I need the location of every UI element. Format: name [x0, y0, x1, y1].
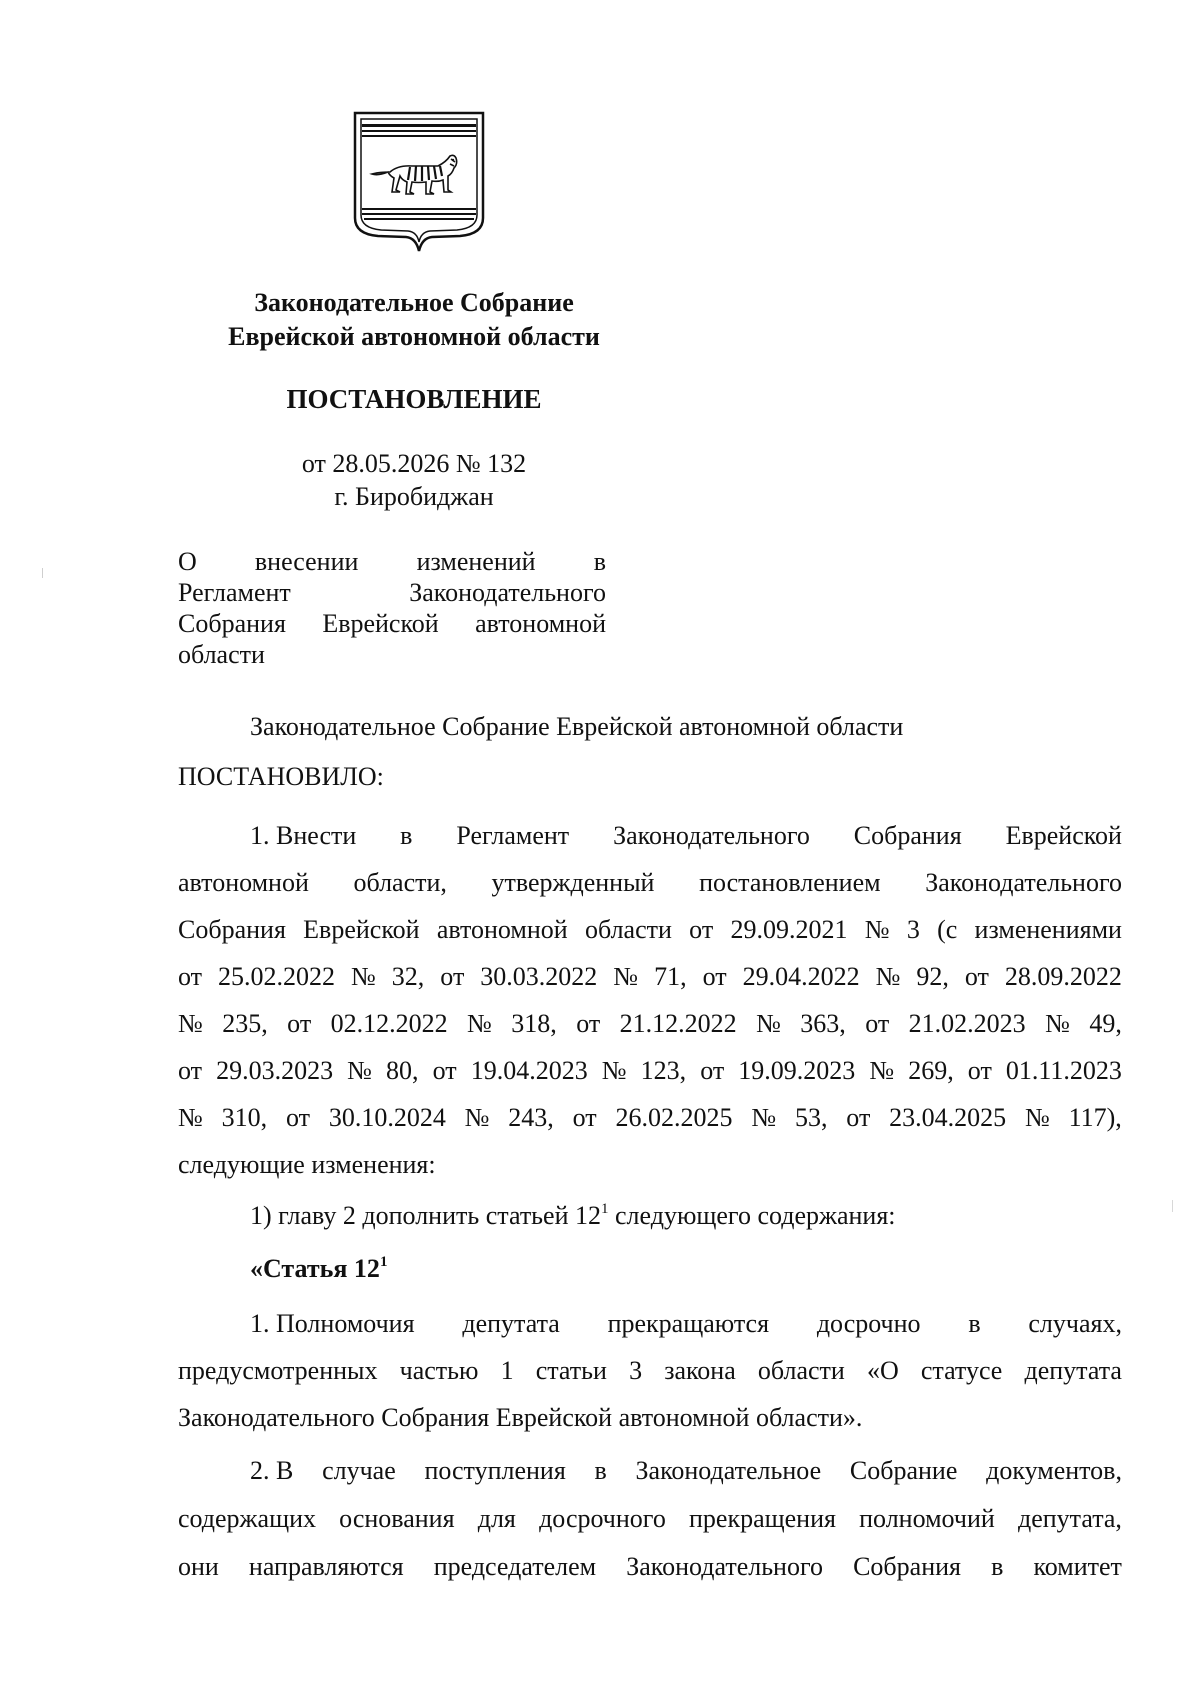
- word: 310,: [221, 1103, 268, 1132]
- coat-of-arms-emblem: [352, 110, 486, 254]
- issuer-line-2: Еврейской автономной области: [228, 322, 600, 351]
- text-line: [178, 1495, 1122, 1543]
- scan-mark: [42, 568, 43, 578]
- word: 49,: [1089, 1009, 1122, 1038]
- word: автономной: [178, 868, 309, 897]
- word: в: [968, 1309, 981, 1338]
- word: №: [756, 1009, 781, 1038]
- word: 29.04.2022: [742, 962, 860, 991]
- word: области: [584, 915, 672, 944]
- word: направляются: [248, 1552, 404, 1581]
- sub-item-text: следующего содержания:: [608, 1201, 896, 1230]
- word: №: [875, 962, 901, 991]
- word: статусе: [920, 1356, 1003, 1385]
- item-1-paragraph: [178, 812, 1122, 1188]
- scan-mark: [1172, 1200, 1173, 1212]
- text-line: [178, 1094, 1122, 1141]
- word: в: [594, 1456, 607, 1485]
- word: 53,: [794, 1103, 828, 1132]
- word: 32,: [391, 962, 425, 991]
- word: комитет: [1033, 1552, 1122, 1581]
- word: 19.04.2023: [470, 1056, 588, 1085]
- word: они: [178, 1552, 219, 1581]
- word: депутата,: [1017, 1504, 1122, 1533]
- subject-word: в: [593, 547, 606, 576]
- word: от: [432, 1056, 457, 1085]
- word: от: [178, 962, 203, 991]
- word: от: [865, 1009, 890, 1038]
- subject-line: [178, 577, 606, 608]
- word: частью: [399, 1356, 479, 1385]
- word: статьи: [535, 1356, 607, 1385]
- text-line: следующие изменения:: [178, 1150, 436, 1179]
- word: 26.02.2025: [615, 1103, 733, 1132]
- word: 30.10.2024: [328, 1103, 446, 1132]
- word: Законодательное: [635, 1456, 822, 1485]
- preamble-line: [178, 712, 1122, 742]
- word: председателем: [433, 1552, 597, 1581]
- text-line: [178, 1300, 1122, 1347]
- word: области,: [353, 868, 447, 897]
- text-line: [178, 1347, 1122, 1394]
- word: (с: [937, 915, 958, 944]
- word: области: [757, 1356, 845, 1385]
- word: 28.09.2022: [1004, 962, 1122, 991]
- word: 269,: [908, 1056, 954, 1085]
- word: Еврейской: [303, 915, 420, 944]
- sub-item-1: [178, 1201, 1122, 1235]
- word: 92,: [916, 962, 949, 991]
- word: полномочий: [859, 1504, 995, 1533]
- subject-word: Законодательного: [409, 578, 606, 607]
- word: №: [178, 1103, 203, 1132]
- word: №: [347, 1056, 372, 1085]
- word: от: [964, 962, 989, 991]
- subject-line: [178, 546, 606, 577]
- article-paragraph-1: [178, 1300, 1122, 1441]
- document-subject: [178, 546, 606, 670]
- resolution-word: ПОСТАНОВИЛО:: [178, 762, 384, 791]
- word: 25.02.2022: [218, 962, 336, 991]
- text-line: [178, 1000, 1122, 1047]
- word: постановлением: [699, 868, 881, 897]
- text-line: [178, 1543, 1122, 1591]
- word: №: [464, 1103, 490, 1132]
- word: 02.12.2022: [330, 1009, 448, 1038]
- word: депутата: [462, 1309, 560, 1338]
- word: 23.04.2025: [889, 1103, 1007, 1132]
- document-city: г. Биробиджан: [334, 482, 494, 511]
- word: от: [702, 962, 727, 991]
- word: депутата: [1024, 1356, 1122, 1385]
- word: основания: [339, 1504, 455, 1533]
- word: №: [601, 1056, 627, 1085]
- sub-item-text: 1) главу 2 дополнить статьей 12: [250, 1201, 601, 1230]
- word: от: [689, 915, 714, 944]
- word: №: [864, 915, 890, 944]
- word: №: [467, 1009, 492, 1038]
- word: 1. Внести: [250, 821, 357, 850]
- word: от: [178, 1056, 203, 1085]
- word: от: [576, 1009, 601, 1038]
- word: случае: [322, 1456, 396, 1485]
- subject-word: изменений: [416, 547, 536, 576]
- subject-word: Регламент: [178, 578, 291, 607]
- superscript: 1: [601, 1201, 609, 1217]
- word: от: [285, 1103, 310, 1132]
- word: 21.02.2023: [908, 1009, 1026, 1038]
- word: Еврейской: [1005, 821, 1122, 850]
- word: от: [572, 1103, 597, 1132]
- word: №: [351, 962, 376, 991]
- word: содержащих: [178, 1504, 316, 1533]
- text-line: [178, 859, 1122, 906]
- word: №: [751, 1103, 777, 1132]
- word: от: [846, 1103, 871, 1132]
- subject-word: внесении: [254, 547, 359, 576]
- word: от: [440, 962, 465, 991]
- article-paragraph-2: [178, 1447, 1122, 1591]
- issuer-line-1: Законодательное Собрание: [254, 288, 574, 317]
- word: утвержденный: [491, 868, 655, 897]
- word: №: [1045, 1009, 1070, 1038]
- word: автономной: [436, 915, 568, 944]
- word: Собрание: [849, 1456, 958, 1485]
- word: 117),: [1068, 1103, 1122, 1132]
- word: в: [400, 821, 413, 850]
- document-date-number: от 28.05.2026 № 132: [301, 449, 527, 478]
- word: 318,: [511, 1009, 557, 1038]
- word: «О: [866, 1356, 899, 1385]
- word: 30.03.2022: [480, 962, 598, 991]
- word: 29.09.2021: [730, 915, 848, 944]
- word: 235,: [222, 1009, 268, 1038]
- word: от: [700, 1056, 725, 1085]
- word: 2. В: [250, 1456, 294, 1485]
- issuer-block: [170, 286, 658, 354]
- word: поступления: [424, 1456, 566, 1485]
- word: 29.03.2023: [216, 1056, 334, 1085]
- word: Законодательного: [613, 821, 810, 850]
- word: изменениями: [974, 915, 1122, 944]
- word: предусмотренных: [178, 1356, 378, 1385]
- word: Регламент: [456, 821, 570, 850]
- word: 1. Полномочия: [250, 1309, 415, 1338]
- subject-word: автономной: [475, 609, 606, 638]
- word: документов,: [986, 1456, 1122, 1485]
- word: 01.11.2023: [1005, 1056, 1122, 1085]
- word: №: [178, 1009, 203, 1038]
- word: от: [967, 1056, 992, 1085]
- word: в: [991, 1552, 1004, 1581]
- word: №: [869, 1056, 895, 1085]
- subject-word: Еврейской: [322, 609, 439, 638]
- word: для: [477, 1504, 516, 1533]
- word: 19.09.2023: [738, 1056, 856, 1085]
- word: досрочного: [539, 1504, 666, 1533]
- text-line: [178, 906, 1122, 953]
- word: досрочно: [816, 1309, 921, 1338]
- subject-line: области: [178, 640, 265, 669]
- word: Законодательного: [925, 868, 1122, 897]
- word: Собрания: [178, 915, 286, 944]
- word: прекращения: [688, 1504, 836, 1533]
- word: №: [613, 962, 639, 991]
- word: 21.12.2022: [619, 1009, 737, 1038]
- word: Собрания: [853, 1552, 961, 1581]
- word: от: [287, 1009, 312, 1038]
- word: Законодательного: [626, 1552, 823, 1581]
- subject-word: О: [178, 547, 197, 576]
- word: закона: [664, 1356, 736, 1385]
- text-line: [178, 1047, 1122, 1094]
- document-type-title: ПОСТАНОВЛЕНИЕ: [286, 384, 542, 414]
- superscript: 1: [379, 1254, 388, 1270]
- word: 243,: [508, 1103, 554, 1132]
- word: случаях,: [1028, 1309, 1122, 1338]
- article-title-text: «Статья 12: [250, 1254, 380, 1283]
- text-line: [178, 812, 1122, 859]
- preamble-text: Законодательное Собрание Еврейской автономной области: [250, 712, 904, 741]
- word: 80,: [386, 1056, 419, 1085]
- subject-line: [178, 608, 606, 639]
- text-line: Законодательного Собрания Еврейской автономной области».: [178, 1403, 863, 1432]
- article-title: [250, 1254, 387, 1288]
- word: прекращаются: [607, 1309, 770, 1338]
- word: №: [1024, 1103, 1050, 1132]
- word: 71,: [654, 962, 687, 991]
- word: Собрания: [853, 821, 962, 850]
- word: 3: [906, 915, 920, 944]
- word: 1: [500, 1356, 514, 1385]
- word: 3: [629, 1356, 643, 1385]
- text-line: [178, 953, 1122, 1000]
- word: 363,: [800, 1009, 846, 1038]
- subject-word: Собрания: [178, 609, 286, 638]
- word: 123,: [640, 1056, 687, 1085]
- text-line: [178, 1447, 1122, 1495]
